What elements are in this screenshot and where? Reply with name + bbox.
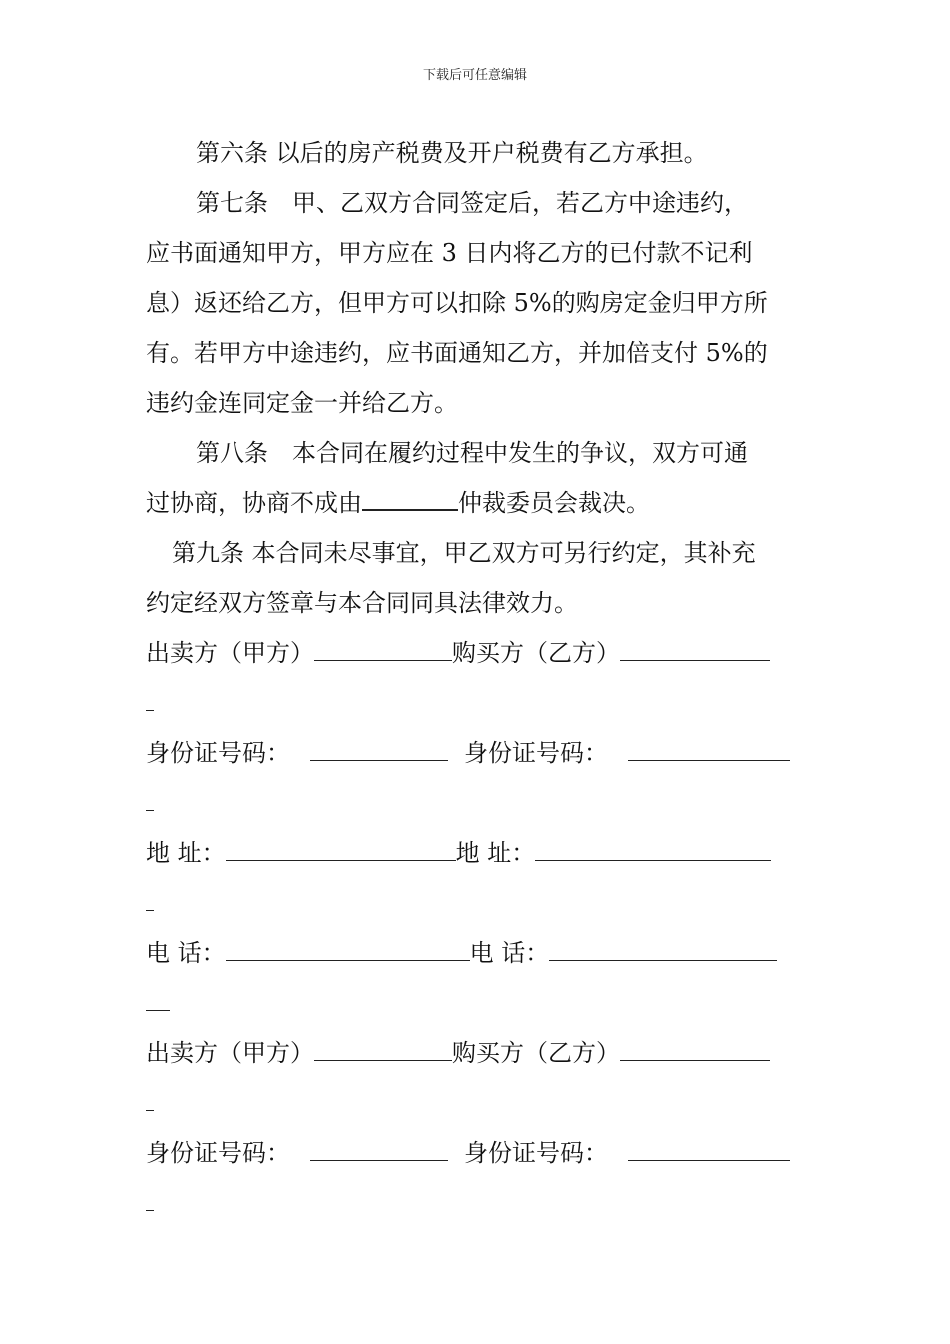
seller-blank — [314, 630, 452, 661]
article-6: 第六条 以后的房产税费及开户税费有乙方承担。 — [196, 139, 708, 167]
party-row-1-tail — [146, 678, 806, 728]
article-8-text-a: 过协商，协商不成由 — [146, 489, 362, 517]
tail-mark — [146, 988, 170, 1011]
tail-mark — [146, 1088, 154, 1111]
seller-id-label: 身份证号码： — [146, 739, 290, 767]
page-header: 下载后可任意编辑 — [422, 68, 527, 83]
seller-label-2: 出卖方（甲方） — [146, 1039, 314, 1067]
article-7-line-1: 第七条 甲、乙双方合同签定后，若乙方中途违约， — [196, 189, 748, 217]
tail-mark — [146, 788, 154, 811]
article-8-line-2 — [146, 478, 806, 528]
buyer-id-blank-2 — [628, 1130, 790, 1161]
buyer-phone-blank — [549, 930, 777, 961]
article-8-line-1: 第八条 本合同在履约过程中发生的争议，双方可通 — [196, 439, 748, 467]
article-7-line-4: 有。若甲方中途违约，应书面通知乙方，并加倍支付 5%的 — [146, 339, 768, 367]
buyer-id-label: 身份证号码： — [464, 739, 608, 767]
article-7-line-5: 违约金连同定金一并给乙方。 — [146, 389, 458, 417]
buyer-blank — [620, 630, 770, 661]
seller-blank-2 — [314, 1030, 452, 1061]
article-7-line-2: 应书面通知甲方，甲方应在 3 日内将乙方的已付款不记利 — [146, 239, 753, 267]
phone-row-tail — [146, 978, 806, 1028]
id-row-1 — [146, 728, 806, 778]
id-row-2 — [146, 1128, 806, 1178]
buyer-label: 购买方（乙方） — [452, 639, 620, 667]
contract-body — [146, 128, 806, 1228]
seller-id-label-2: 身份证号码： — [146, 1139, 290, 1167]
party-row-2 — [146, 1028, 806, 1078]
id-row-2-tail — [146, 1178, 806, 1228]
buyer-address-blank — [535, 830, 771, 861]
tail-mark — [146, 888, 154, 911]
tail-mark — [146, 688, 154, 711]
address-row-tail — [146, 878, 806, 928]
party-row-1 — [146, 628, 806, 678]
id-row-1-tail — [146, 778, 806, 828]
party-row-2-tail — [146, 1078, 806, 1128]
article-7-line-3: 息）返还给乙方，但甲方可以扣除 5%的购房定金归甲方所 — [146, 289, 768, 317]
seller-id-blank-2 — [310, 1130, 448, 1161]
seller-address-blank — [226, 830, 456, 861]
article-8-text-b: 仲裁委员会裁决。 — [458, 489, 650, 517]
seller-phone-label: 电 话： — [146, 939, 226, 967]
tail-mark — [146, 1188, 154, 1211]
buyer-id-label-2: 身份证号码： — [464, 1139, 608, 1167]
buyer-address-label: 地 址： — [455, 839, 536, 867]
buyer-phone-label: 电 话： — [469, 939, 550, 967]
seller-id-blank — [310, 730, 448, 761]
arbitration-blank — [362, 479, 458, 511]
article-9-line-2: 约定经双方签章与本合同同具法律效力。 — [146, 589, 578, 617]
buyer-id-blank — [628, 730, 790, 761]
seller-label: 出卖方（甲方） — [146, 639, 314, 667]
buyer-blank-2 — [620, 1030, 770, 1061]
seller-phone-blank — [226, 930, 470, 961]
seller-address-label: 地 址： — [146, 839, 226, 867]
buyer-label-2: 购买方（乙方） — [452, 1039, 620, 1067]
address-row — [146, 828, 806, 878]
article-9-line-1: 第九条 本合同未尽事宜，甲乙双方可另行约定，其补充 — [172, 539, 756, 567]
phone-row — [146, 928, 806, 978]
